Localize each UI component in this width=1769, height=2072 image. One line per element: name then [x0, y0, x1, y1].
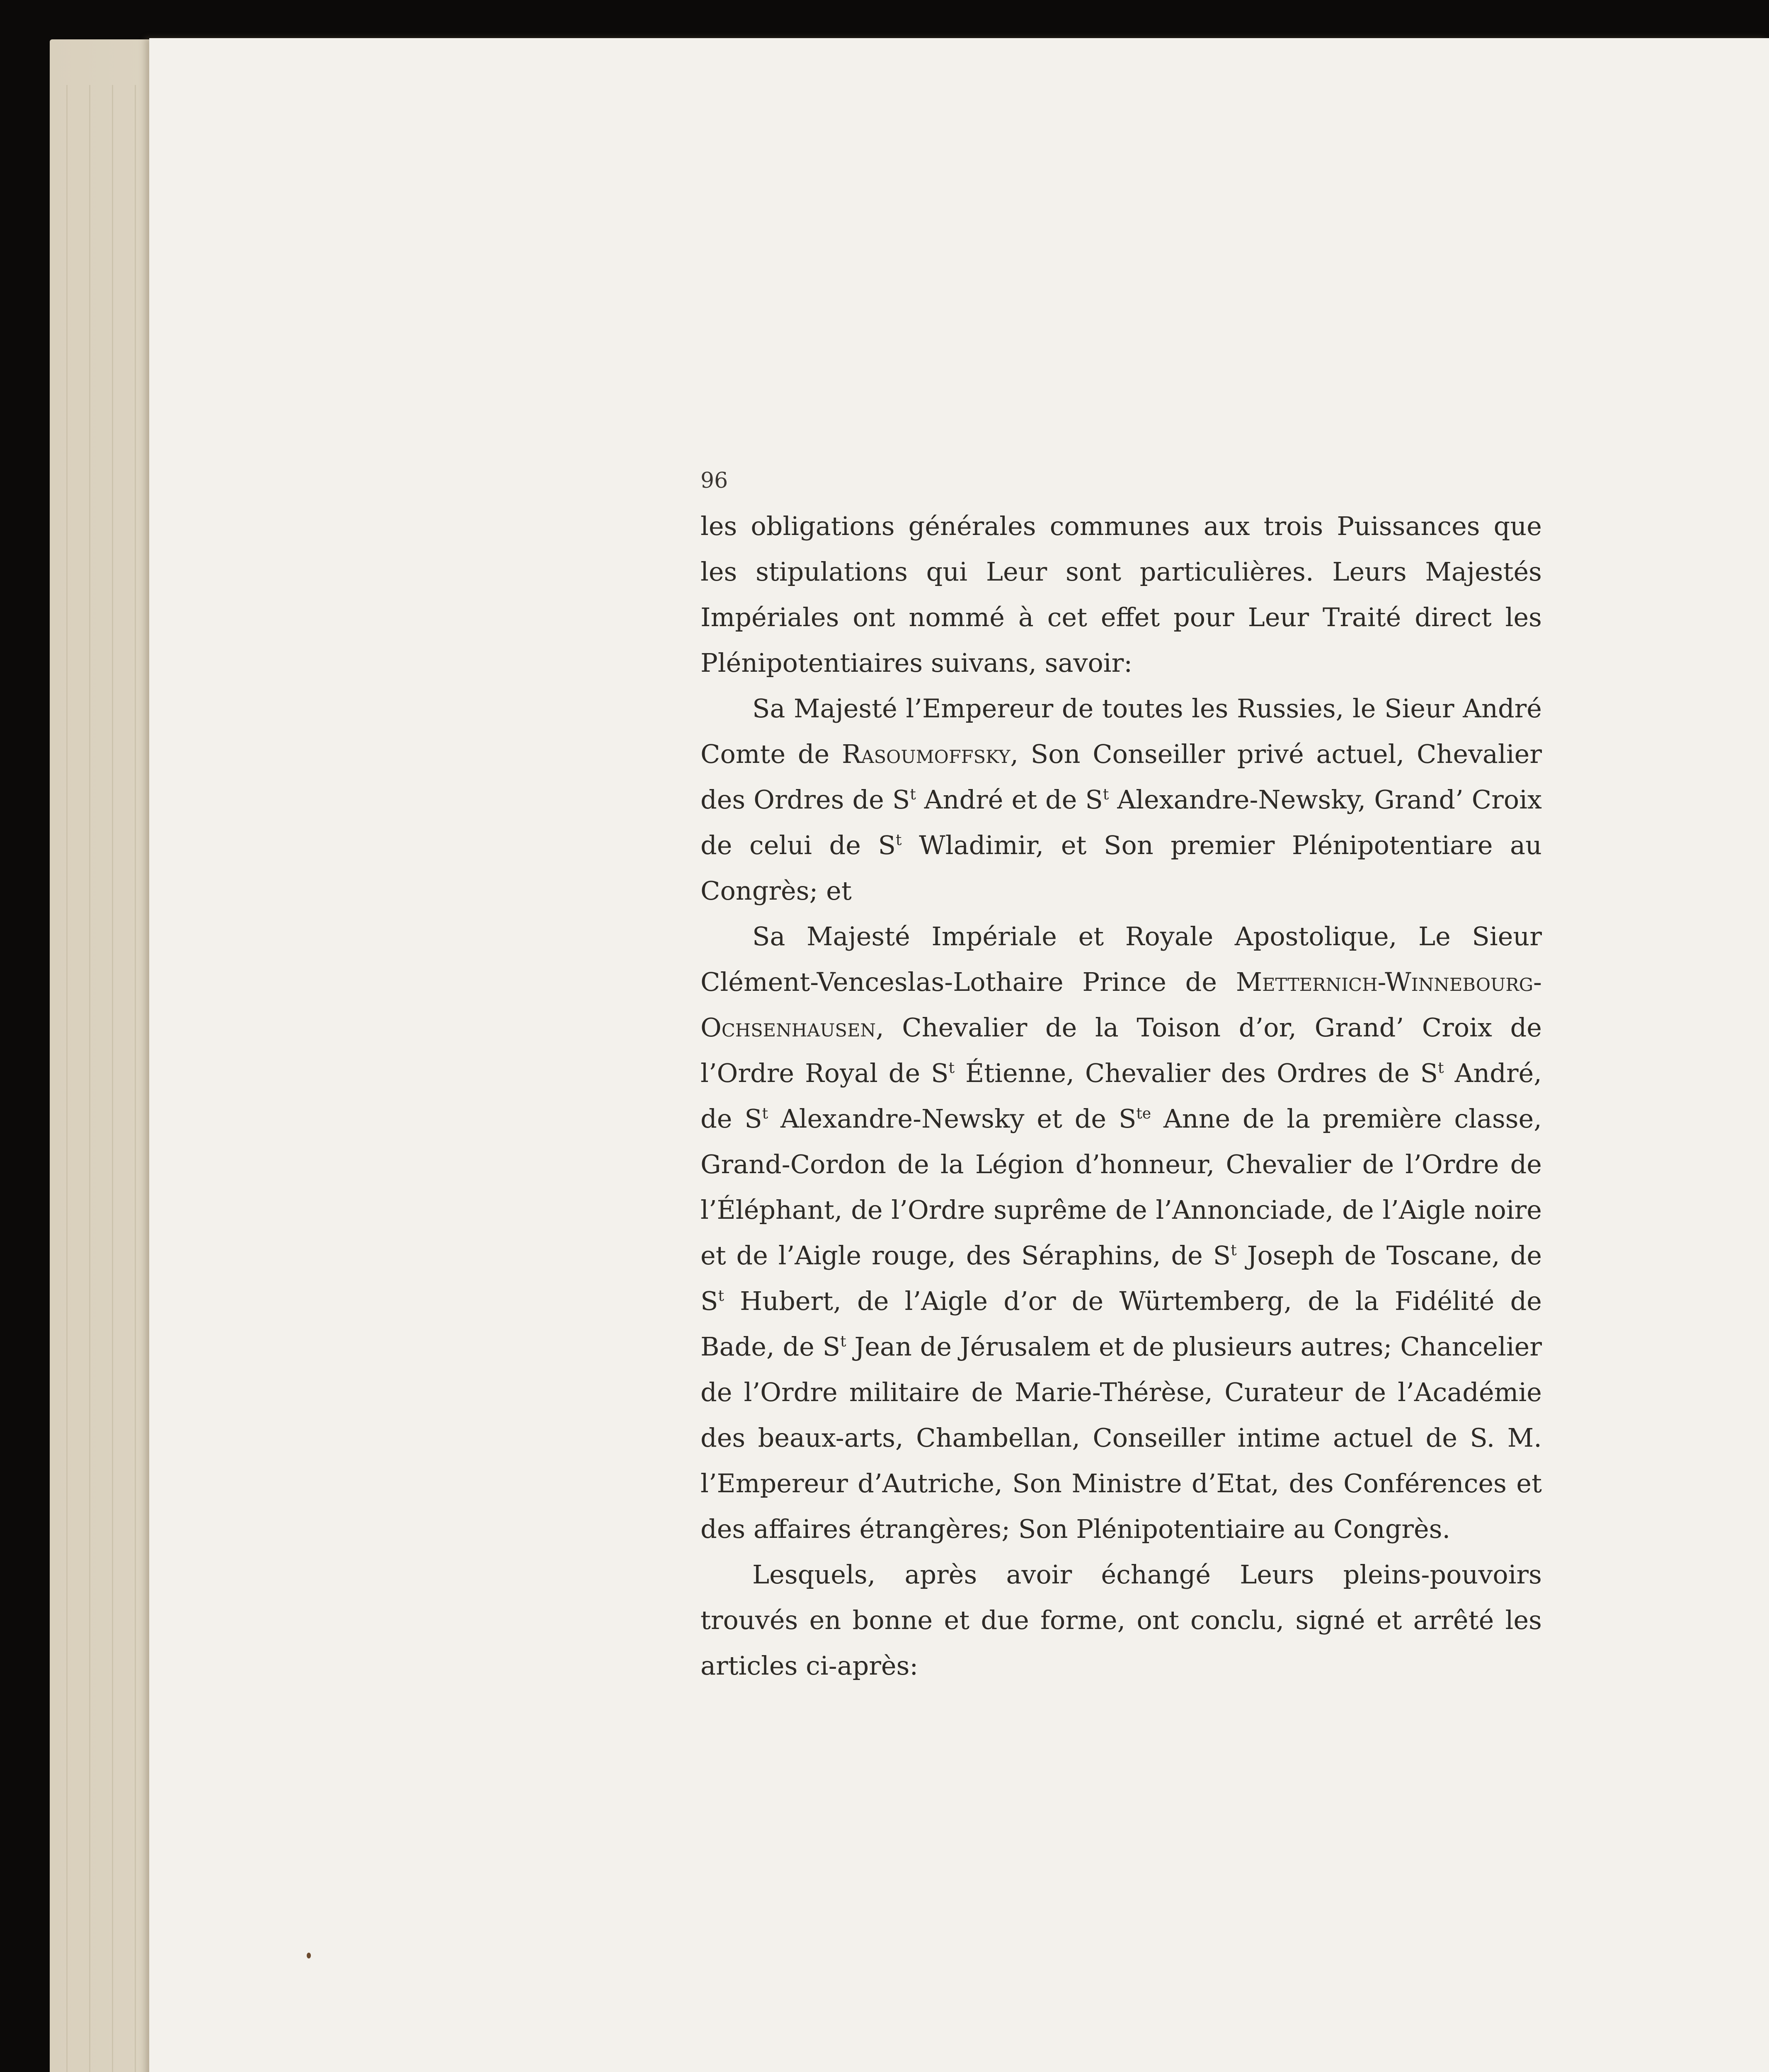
text-run: Sa Majesté l’Empereur de toutes les Russies, le Sieur André Comte de — [700, 693, 1542, 769]
paragraph — [700, 1552, 1542, 1689]
text-run: André, de S — [700, 1058, 1542, 1134]
text-run: Jean de Jérusalem et de plusieurs autres; Chancelier de l’Ordre militaire de Marie-Thérèse, Curateur de l’Académie des beaux-arts, Chambellan, Conseiller intime actuel de S. M. l’Empereur d’Autriche, Son Ministre d’Etat, des Conférences et des affaires étrangères; Son Plénipotentiaire au Congrès. — [700, 1331, 1542, 1544]
text-run: , Son Conseiller privé actuel, Chevalier des Ordres de S — [700, 739, 1542, 815]
text-run: Wladimir, et Son premier Plénipotentiare au Congrès; et — [700, 830, 1542, 906]
superscript-abbrev: t — [718, 1288, 724, 1305]
superscript-abbrev: t — [762, 1105, 768, 1122]
text-run: les obligations générales communes aux trois Puissances que les stipulations qui Leur sont particulières. Leurs Majestés Impériales ont nommé à cet effet pour Leur Traité direct les Plénipotentiaires suivans, savoir: — [700, 511, 1542, 678]
text-run: Anne de la première classe, Grand-Cordon de la Légion d’honneur, Chevalier de l’Ordre de l’Éléphant, de l’Ordre suprême de l’Annonciade, de l’Aigle noire et de l’Aigle rouge, des Séraphins, de S — [700, 1104, 1542, 1271]
text-run: Alexandre-Newsky et de S — [768, 1104, 1137, 1134]
superscript-abbrev: t — [1103, 786, 1109, 803]
page-edge-line — [89, 85, 90, 2072]
superscript-abbrev: te — [1136, 1105, 1151, 1122]
paragraph — [700, 686, 1542, 914]
body-text — [700, 458, 1542, 1689]
paper-speck — [307, 1953, 311, 1958]
page-edge-line — [112, 85, 113, 2072]
superscript-abbrev: t — [1438, 1060, 1444, 1077]
text-run: André et de S — [916, 784, 1103, 815]
paragraph — [700, 503, 1542, 686]
text-run: Lesquels, après avoir échangé Leurs pleins-pouvoirs trouvés en bonne et due forme, ont conclu, signé et arrêté les articles ci-après: — [700, 1559, 1542, 1681]
superscript-abbrev: t — [840, 1333, 846, 1350]
superscript-abbrev: t — [910, 786, 916, 803]
page-edge-line — [135, 85, 136, 2072]
page-number: 96 — [700, 468, 728, 493]
superscript-abbrev: t — [948, 1060, 955, 1077]
text-run: Étienne, Chevalier des Ordres de S — [955, 1058, 1438, 1088]
text-run: Joseph de Toscane, de S — [700, 1240, 1542, 1316]
superscript-abbrev: t — [896, 832, 902, 849]
text-run: , Chevalier de la Toison d’or, Grand’ Croix de l’Ordre Royal de S — [700, 1012, 1542, 1088]
text-run: Alexandre-Newsky, Grand’ Croix de celui de S — [700, 784, 1542, 860]
paragraph — [700, 914, 1542, 1552]
small-caps-name: Rasoumoffsky — [841, 739, 1011, 769]
text-run: Sa Majesté Impériale et Royale Apostolique, Le Sieur Clément-Venceslas-Lothaire Prince de — [700, 921, 1542, 997]
text-run: Hubert, de l’Aigle d’or de Würtemberg, de la Fidélité de Bade, de S — [700, 1286, 1542, 1362]
superscript-abbrev: t — [1231, 1242, 1237, 1259]
small-caps-name: Metternich-Winnebourg-Ochsenhausen — [700, 967, 1542, 1043]
page-edge-line — [66, 85, 68, 2072]
